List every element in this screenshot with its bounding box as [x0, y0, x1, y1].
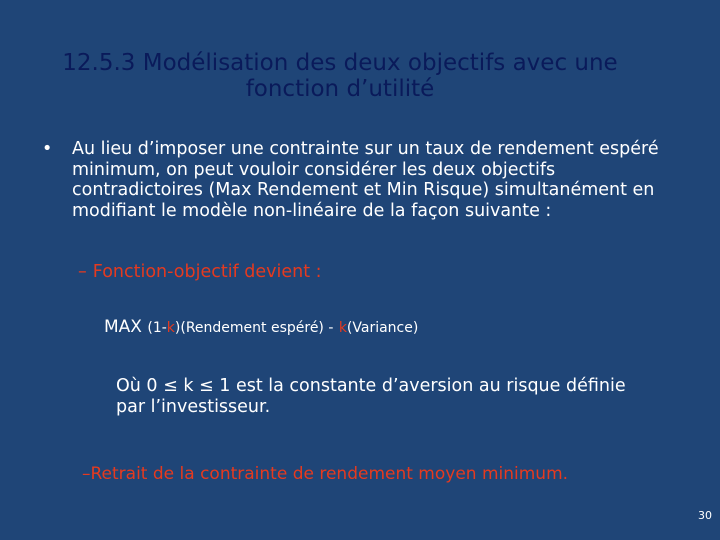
slide-title-line-1: 12.5.3 Modélisation des deux objectifs avec une: [62, 50, 618, 76]
slide-title-line-2: fonction d’utilité: [245, 76, 435, 102]
page-number: 30: [698, 509, 712, 522]
bullet-text: Au lieu d’imposer une contrainte sur un taux de rendement espéré minimum, on peut vouloir considérer les deux objectifs contradictoires (Max Rendement et Min Risque) simultanément en modifiant le modèle non-linéaire de la façon suivante :: [72, 139, 659, 221]
sub-bullet-text: Fonction-objectif devient :: [92, 262, 322, 282]
main-bullet: [42, 139, 682, 221]
sub-bullet-objective: [78, 262, 322, 282]
bullet-marker: •: [42, 139, 53, 159]
risk-aversion-note: Où 0 ≤ k ≤ 1 est la constante d’aversion au risque définie par l’investisseur.: [116, 376, 626, 417]
formula-open: (1-: [147, 320, 167, 336]
formula-end: (Variance): [346, 320, 419, 336]
formula-k-1: k: [166, 320, 175, 336]
sub-bullet-constraint: [82, 464, 568, 484]
formula-mid: )(Rendement espéré) -: [174, 320, 334, 336]
sub-bullet-marker: –: [78, 262, 87, 282]
slide-title: [0, 50, 680, 102]
formula-max: MAX: [104, 317, 142, 337]
objective-formula: [104, 316, 418, 339]
sub-bullet-2-marker: –: [82, 464, 91, 484]
formula-k-2: k: [338, 320, 347, 336]
sub-bullet-2-text: Retrait de la contrainte de rendement moyen minimum.: [90, 464, 569, 484]
